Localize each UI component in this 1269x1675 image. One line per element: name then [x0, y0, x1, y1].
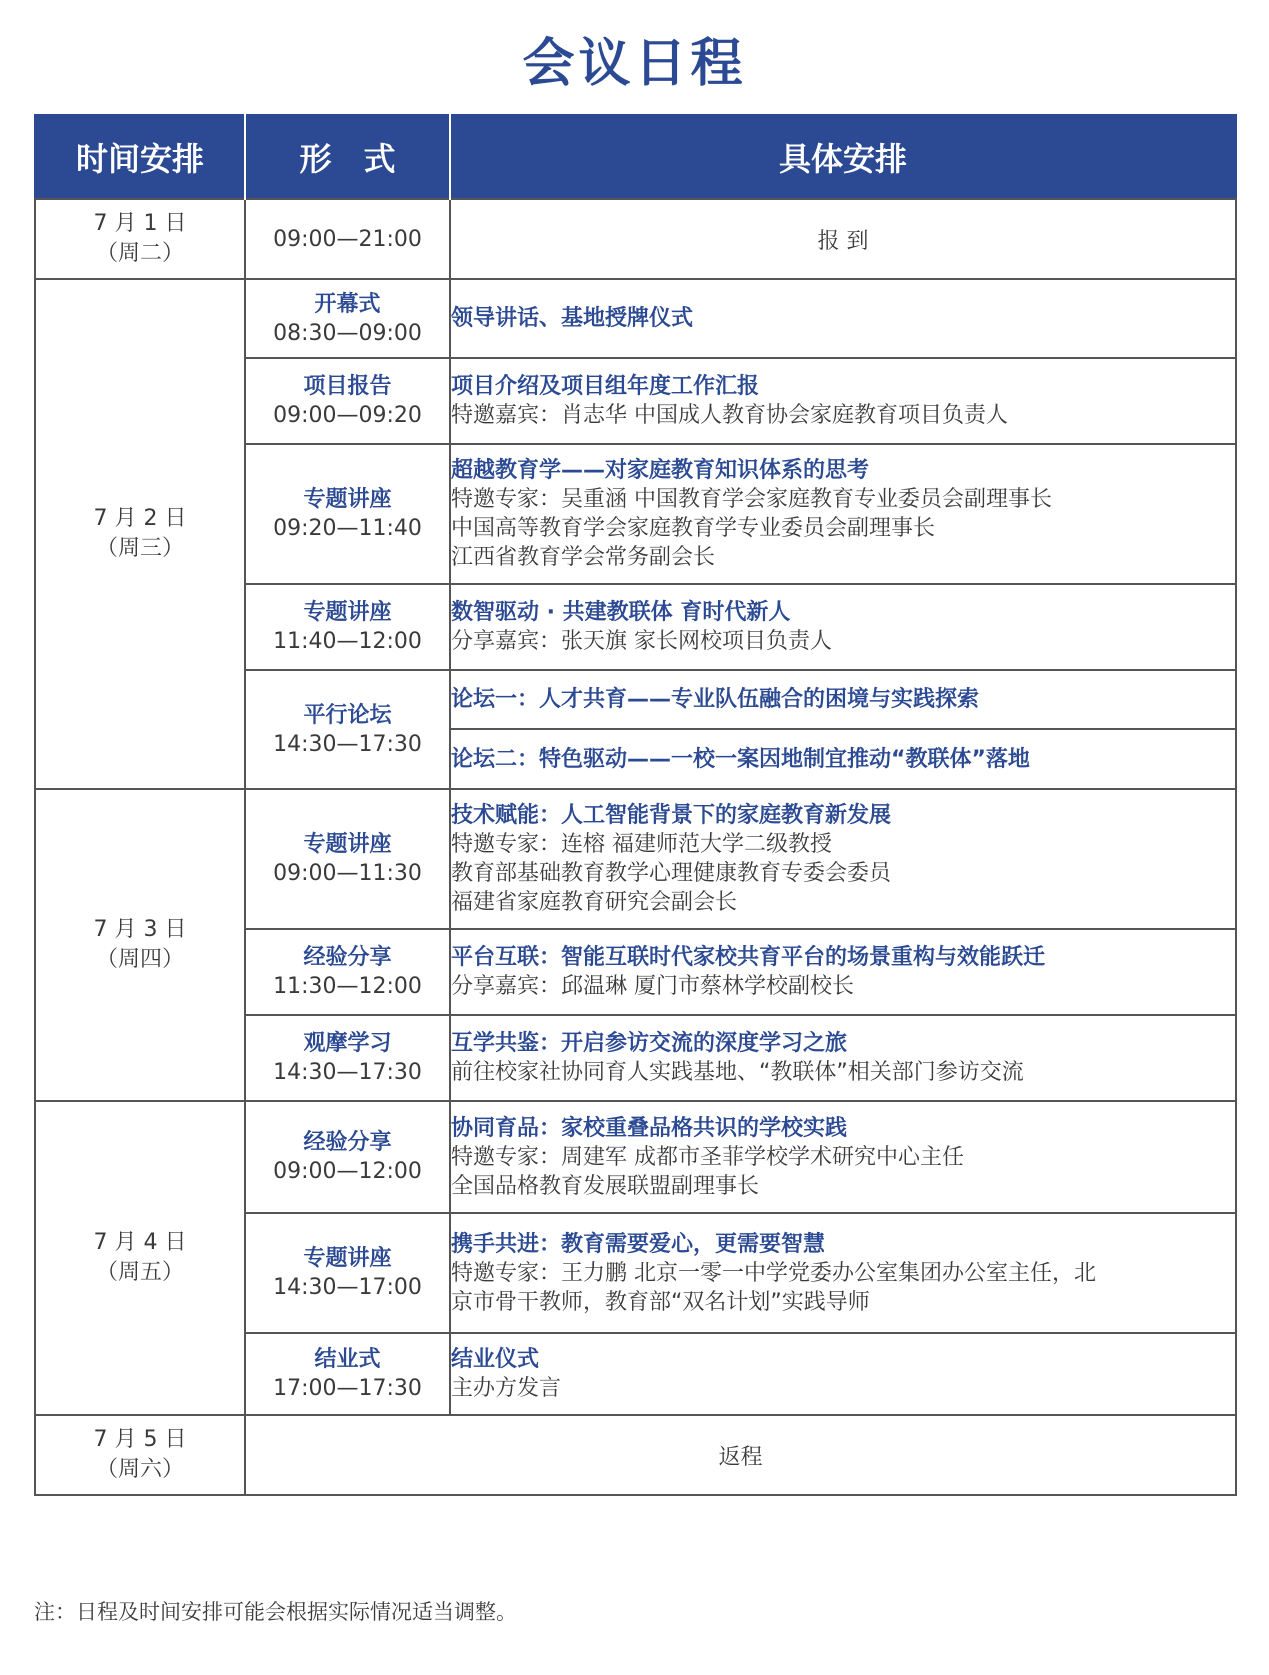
session-form: 专题讲座 — [303, 487, 392, 512]
detail-cell — [450, 444, 1236, 584]
form-cell — [245, 199, 450, 279]
detail-cell — [450, 789, 1236, 929]
session-time: 11:30—12:00 — [273, 974, 422, 999]
session-title: 平台互联：智能互联时代家校共育平台的场景重构与效能跃迁 — [451, 945, 1046, 970]
session-time: 14:30—17:30 — [273, 1060, 422, 1085]
session-detail-line: 主办方发言 — [451, 1376, 562, 1401]
form-cell — [245, 929, 450, 1015]
date-label: 7 月 3 日 — [93, 917, 187, 942]
table-row — [35, 1415, 1236, 1495]
session-form: 专题讲座 — [303, 1246, 392, 1271]
page-title: 会议日程 — [522, 34, 747, 94]
session-time: 09:00—09:20 — [273, 403, 422, 428]
table-row — [35, 1101, 1236, 1213]
date-cell — [35, 1415, 245, 1495]
forum-title: 论坛二：特色驱动——一校一案因地制宜推动“教联体”落地 — [451, 746, 1030, 772]
form-cell — [245, 1101, 450, 1213]
schedule-table — [34, 114, 1237, 1496]
form-cell — [245, 358, 450, 444]
header-time: 时间安排 — [35, 115, 245, 199]
date-cell — [35, 1101, 245, 1415]
detail-cell — [450, 929, 1236, 1015]
session-form: 专题讲座 — [303, 832, 392, 857]
forum-title: 论坛一：人才共育——专业队伍融合的困境与实践探索 — [451, 687, 980, 712]
session-detail-line: 江西省教育学会常务副会长 — [451, 545, 716, 570]
form-cell — [245, 1333, 450, 1415]
session-detail-line: 全国品格教育发展联盟副理事长 — [451, 1173, 760, 1199]
form-cell — [245, 1213, 450, 1333]
date-cell — [35, 199, 245, 279]
detail-cell — [450, 358, 1236, 444]
form-cell — [245, 1015, 450, 1101]
session-form: 观摩学习 — [303, 1031, 392, 1056]
session-form: 项目报告 — [303, 374, 392, 399]
session-time: 09:00—21:00 — [273, 226, 422, 252]
detail-cell — [450, 670, 1236, 729]
header-form: 形 式 — [245, 115, 450, 199]
weekday-label: （周五） — [95, 1260, 184, 1285]
session-form: 结业式 — [314, 1347, 381, 1372]
date-label: 7 月 4 日 — [93, 1230, 187, 1255]
session-time: 11:40—12:00 — [273, 629, 422, 654]
date-cell — [35, 789, 245, 1101]
session-detail-line: 福建省家庭教育研究会副会长 — [451, 890, 738, 915]
session-title: 领导讲话、基地授牌仪式 — [451, 306, 694, 331]
session-title: 携手共进：教育需要爱心，更需要智慧 — [451, 1231, 826, 1257]
session-form: 经验分享 — [303, 1130, 392, 1155]
session-time: 09:00—11:30 — [273, 861, 422, 886]
session-time: 14:30—17:00 — [273, 1275, 422, 1300]
session-form: 开幕式 — [314, 291, 381, 317]
session-time: 14:30—17:30 — [273, 731, 422, 757]
session-form: 平行论坛 — [303, 702, 392, 728]
session-detail-line: 分享嘉宾：张天旗 家长网校项目负责人 — [451, 629, 832, 654]
session-detail-line: 特邀专家：周建军 成都市圣菲学校学术研究中心主任 — [451, 1144, 964, 1170]
form-cell — [245, 584, 450, 670]
session-detail-line: 中国高等教育学会家庭教育学专业委员会副理事长 — [451, 516, 936, 541]
detail-cell — [450, 729, 1236, 789]
form-cell — [245, 444, 450, 584]
detail-cell: 返程 — [245, 1415, 1236, 1495]
date-cell — [35, 279, 245, 789]
table-row — [35, 789, 1236, 929]
footnote: 注：日程及时间安排可能会根据实际情况适当调整。 — [34, 1600, 517, 1624]
detail-cell — [450, 1213, 1236, 1333]
session-time: 09:00—12:00 — [273, 1159, 422, 1184]
session-detail-line: 特邀专家：王力鹏 北京一零一中学党委办公室集团办公室主任，北 — [451, 1260, 1096, 1286]
session-time: 17:00—17:30 — [273, 1376, 422, 1401]
session-title: 数智驱动 · 共建教联体 育时代新人 — [451, 600, 791, 625]
session-title: 协同育品：家校重叠品格共识的学校实践 — [451, 1115, 848, 1141]
session-detail-line: 特邀专家：吴重涵 中国教育学会家庭教育专业委员会副理事长 — [451, 487, 1052, 512]
date-label: 7 月 1 日 — [93, 211, 187, 236]
date-label: 7 月 2 日 — [93, 506, 187, 531]
session-detail-line: 前往校家社协同育人实践基地、“教联体”相关部门参访交流 — [451, 1060, 1024, 1085]
weekday-label: （周三） — [95, 536, 184, 561]
detail-cell — [450, 279, 1236, 358]
session-time: 09:20—11:40 — [273, 516, 422, 541]
table-row — [35, 199, 1236, 279]
table-row — [35, 279, 1236, 358]
session-title: 超越教育学——对家庭教育知识体系的思考 — [451, 458, 870, 483]
detail-cell: 报 到 — [450, 199, 1236, 279]
session-title: 互学共鉴：开启参访交流的深度学习之旅 — [451, 1031, 848, 1056]
weekday-label: （周二） — [95, 241, 184, 266]
weekday-label: （周四） — [95, 947, 184, 972]
session-detail-line: 分享嘉宾：邱温琳 厦门市蔡林学校副校长 — [451, 974, 854, 999]
session-form: 专题讲座 — [303, 600, 392, 625]
form-cell — [245, 279, 450, 358]
session-detail-line: 京市骨干教师，教育部“双名计划”实践导师 — [451, 1289, 870, 1315]
detail-cell — [450, 1333, 1236, 1415]
table-header-row — [35, 115, 1236, 199]
form-cell — [245, 789, 450, 929]
session-form: 经验分享 — [303, 945, 392, 970]
session-title: 结业仪式 — [451, 1347, 540, 1372]
session-detail-line: 特邀嘉宾：肖志华 中国成人教育协会家庭教育项目负责人 — [451, 403, 1008, 428]
date-label: 7 月 5 日 — [93, 1427, 187, 1452]
detail-cell — [450, 1015, 1236, 1101]
session-detail-line: 教育部基础教育教学心理健康教育专委会委员 — [451, 861, 892, 886]
session-detail-line: 特邀专家：连榕 福建师范大学二级教授 — [451, 832, 832, 857]
session-title: 技术赋能：人工智能背景下的家庭教育新发展 — [451, 803, 892, 828]
detail-cell — [450, 1101, 1236, 1213]
session-time: 08:30—09:00 — [273, 320, 422, 346]
session-title: 项目介绍及项目组年度工作汇报 — [451, 374, 760, 399]
weekday-label: （周六） — [95, 1457, 184, 1482]
form-cell — [245, 670, 450, 789]
detail-cell — [450, 584, 1236, 670]
header-detail: 具体安排 — [450, 115, 1236, 199]
